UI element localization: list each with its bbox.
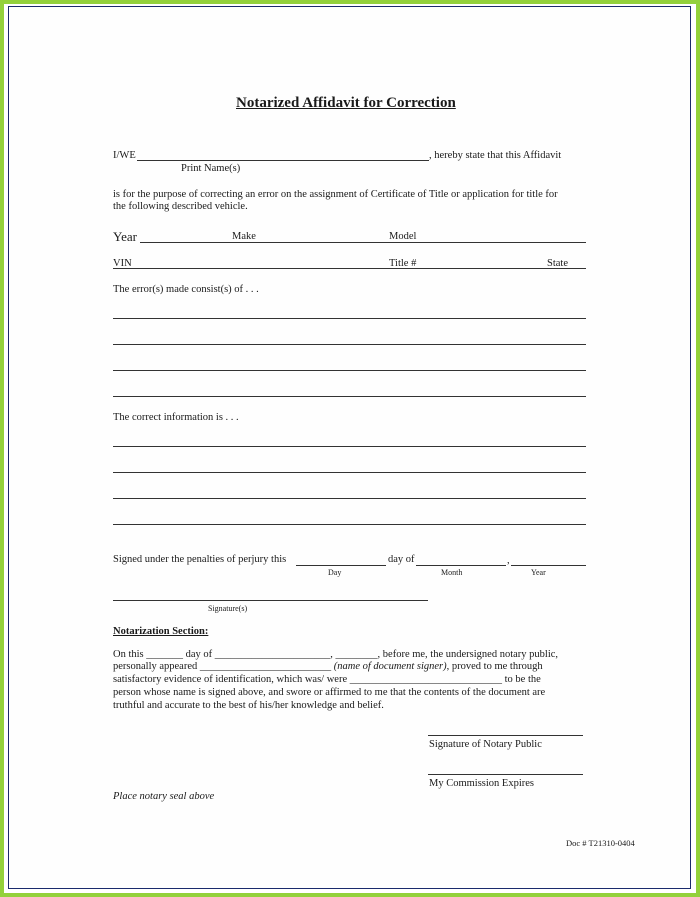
purpose-text-1: is for the purpose of correcting an error on the assignment of Certificate of Title or application for title for (113, 189, 558, 200)
notary-signature-line[interactable] (428, 735, 583, 736)
notarization-line-2-a: personally appeared _________________________ (113, 661, 334, 672)
iwe-label: I/WE (113, 150, 136, 161)
title-number-label: Title # (389, 258, 417, 269)
signature-line[interactable] (113, 600, 428, 601)
correct-line-3[interactable] (113, 498, 586, 499)
commission-line[interactable] (428, 774, 583, 775)
errors-line-2[interactable] (113, 344, 586, 345)
month-caption: Month (441, 568, 463, 577)
signer-name-hint: (name of document signer) (333, 661, 447, 672)
signature-caption: Signature(s) (208, 604, 248, 613)
make-label: Make (232, 231, 256, 242)
errors-line-3[interactable] (113, 370, 586, 371)
vehicle-line-2[interactable] (113, 268, 586, 269)
notarization-heading: Notarization Section: (113, 626, 209, 637)
correct-info-label: The correct information is . . . (113, 412, 239, 423)
vin-label: VIN (113, 258, 132, 269)
print-names-caption: Print Name(s) (181, 163, 241, 174)
model-label: Model (389, 231, 417, 242)
notarization-line-2-c: , proved to me through (446, 661, 543, 672)
hereby-text: , hereby state that this Affidavit (429, 150, 562, 161)
signed-month-line[interactable] (416, 565, 506, 566)
correct-line-2[interactable] (113, 472, 586, 473)
year-caption: Year (531, 568, 546, 577)
document-title: Notarized Affidavit for Correction (236, 95, 456, 111)
state-label: State (547, 258, 568, 269)
doc-number: Doc # T21310-0404 (566, 838, 635, 848)
vehicle-line-1[interactable] (140, 242, 586, 243)
signed-year-line[interactable] (511, 565, 586, 566)
signed-comma: , (507, 555, 510, 566)
correct-line-4[interactable] (113, 524, 586, 525)
notarization-line-4: person whose name is signed above, and swore or affirmed to me that the contents of the document are (113, 687, 546, 698)
year-label: Year (113, 229, 137, 244)
notarization-line-2 (113, 661, 543, 673)
day-caption: Day (328, 568, 342, 577)
errors-label: The error(s) made consist(s) of . . . (113, 284, 259, 295)
commission-caption: My Commission Expires (429, 778, 535, 789)
errors-line-1[interactable] (113, 318, 586, 319)
print-name-line[interactable] (137, 160, 429, 161)
day-of-text: day of (388, 554, 415, 565)
errors-line-4[interactable] (113, 396, 586, 397)
signed-penalties-text: Signed under the penalties of perjury this (113, 554, 287, 565)
purpose-text-2: the following described vehicle. (113, 201, 248, 212)
document-page (8, 6, 691, 889)
seal-note: Place notary seal above (113, 791, 215, 802)
notarization-line-5: truthful and accurate to the best of his/her knowledge and belief. (113, 700, 384, 711)
notarization-line-1: On this _______ day of ______________________, ________, before me, the undersigned notary public, (113, 649, 559, 660)
signed-day-line[interactable] (296, 565, 386, 566)
notary-signature-caption: Signature of Notary Public (429, 739, 542, 750)
notarization-line-3: satisfactory evidence of identification, which was/ were _____________________________ to be the (113, 674, 541, 685)
correct-line-1[interactable] (113, 446, 586, 447)
